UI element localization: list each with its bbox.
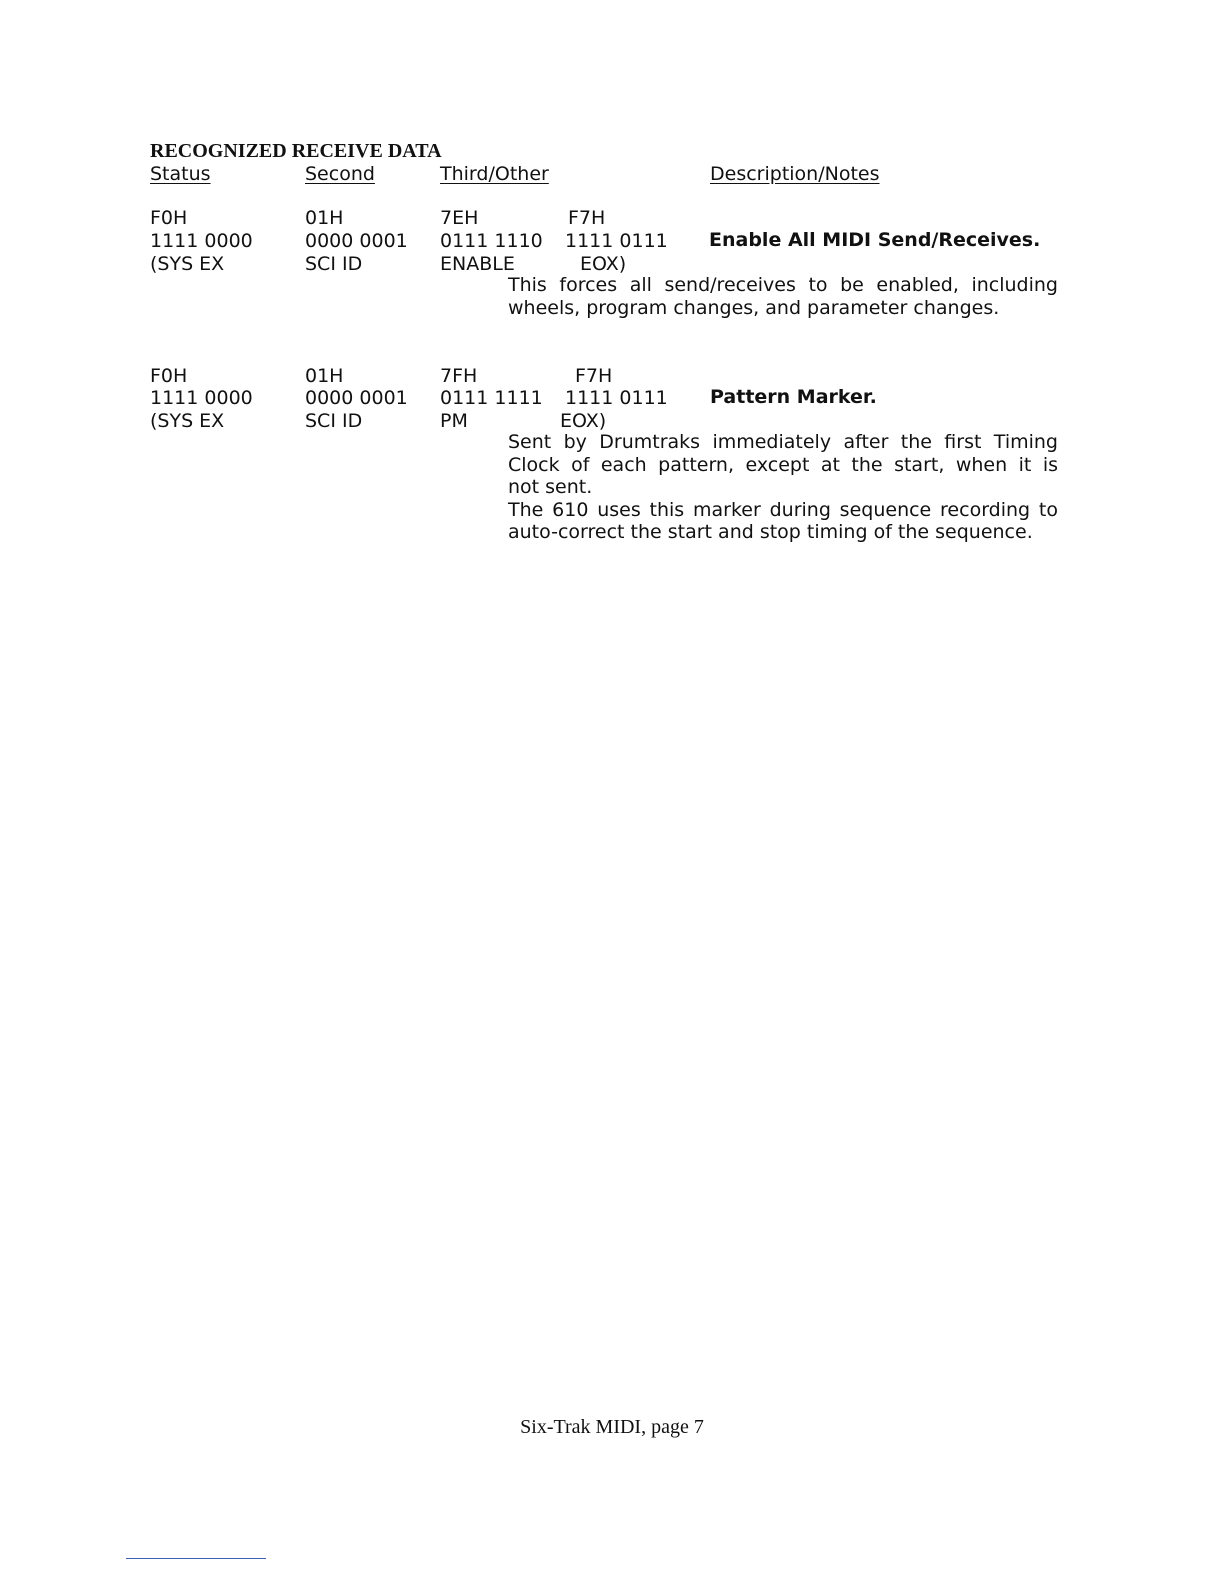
column-header-description: Description/Notes bbox=[710, 163, 880, 185]
entry-other-label: EOX) bbox=[560, 410, 607, 432]
entry-title: Enable All MIDI Send/Receives. bbox=[709, 229, 1041, 251]
page-footer: Six-Trak MIDI, page 7 bbox=[520, 1416, 704, 1438]
column-header-second: Second bbox=[305, 163, 375, 185]
notes-line: Sent by Drumtraks immediately after the first Timing bbox=[508, 431, 1058, 453]
entry-second-bin: 0000 0001 bbox=[305, 230, 408, 252]
entry-second-hex: 01H bbox=[305, 207, 344, 229]
notes-line: Clock of each pattern, except at the start, when it is bbox=[508, 453, 1058, 476]
entry-third-label: PM bbox=[440, 410, 468, 432]
footer-divider bbox=[126, 1558, 266, 1559]
notes-line: auto-correct the start and stop timing of the sequence. bbox=[508, 521, 1033, 543]
notes-line: not sent. bbox=[508, 476, 593, 498]
column-header-status: Status bbox=[150, 163, 211, 185]
entry-status-bin: 1111 0000 bbox=[150, 387, 253, 409]
section-title: RECOGNIZED RECEIVE DATA bbox=[150, 140, 442, 162]
notes-line: The 610 uses this marker during sequence recording to bbox=[508, 498, 1058, 521]
entry-status-hex: F0H bbox=[150, 207, 188, 229]
notes-line: wheels, program changes, and parameter changes. bbox=[508, 296, 1000, 319]
entry-third-hex: 7EH bbox=[440, 207, 479, 229]
entry-second-label: SCI ID bbox=[305, 253, 363, 275]
entry-status-label: (SYS EX bbox=[150, 410, 225, 432]
entry-status-label: (SYS EX bbox=[150, 253, 225, 275]
entry-other-hex: F7H bbox=[575, 365, 613, 387]
entry-second-label: SCI ID bbox=[305, 410, 363, 432]
entry-title: Pattern Marker. bbox=[710, 386, 877, 408]
column-header-third: Third/Other bbox=[440, 163, 549, 185]
entry-third-bin: 0111 1110 bbox=[440, 230, 543, 252]
entry-other-bin: 1111 0111 bbox=[565, 230, 668, 252]
entry-third-hex: 7FH bbox=[440, 365, 478, 387]
entry-status-bin: 1111 0000 bbox=[150, 230, 253, 252]
entry-status-hex: F0H bbox=[150, 365, 188, 387]
entry-other-label: EOX) bbox=[580, 253, 627, 275]
entry-second-hex: 01H bbox=[305, 365, 344, 387]
entry-other-bin: 1111 0111 bbox=[565, 387, 668, 409]
entry-notes bbox=[508, 431, 1058, 544]
entry-third-bin: 0111 1111 bbox=[440, 387, 543, 409]
entry-other-hex: F7H bbox=[568, 207, 606, 229]
entry-second-bin: 0000 0001 bbox=[305, 387, 408, 409]
entry-third-label: ENABLE bbox=[440, 253, 515, 275]
entry-notes bbox=[508, 274, 1058, 319]
notes-line: This forces all send/receives to be enabled, including bbox=[508, 274, 1058, 296]
